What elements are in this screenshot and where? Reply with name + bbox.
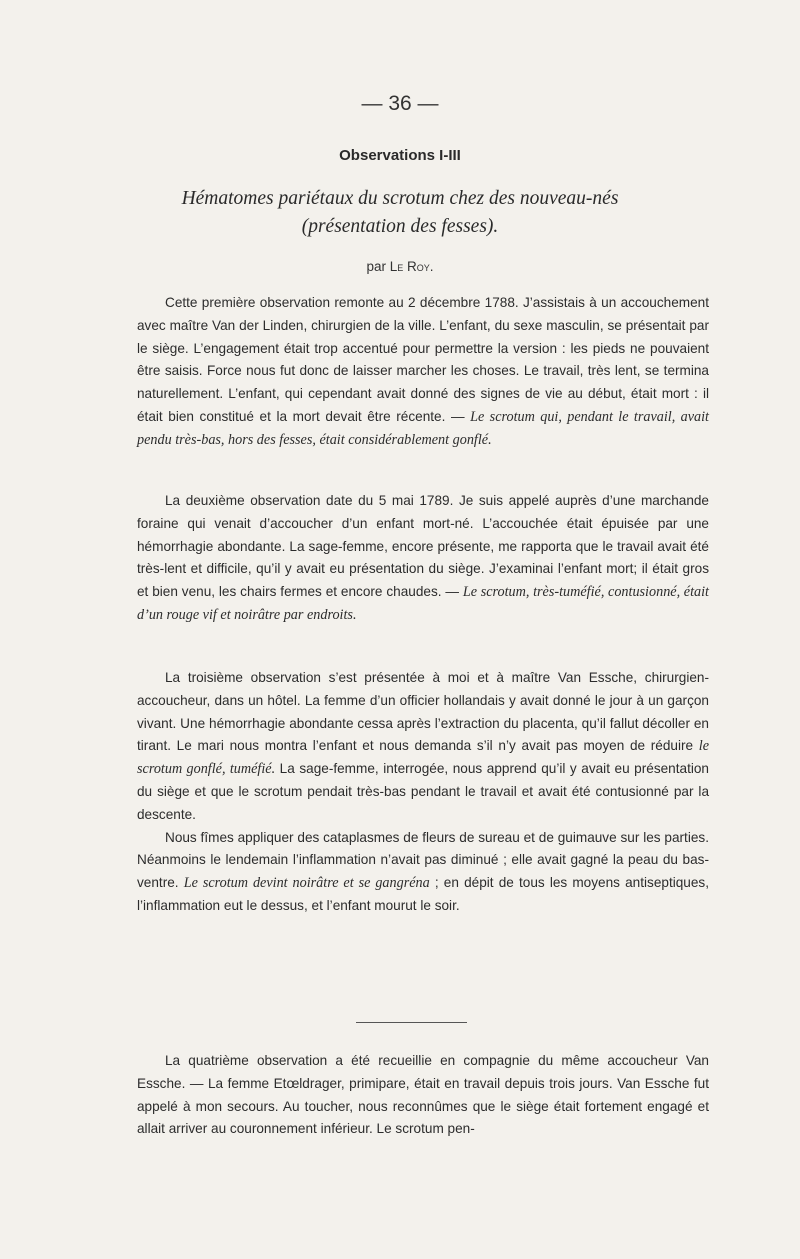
byline [0, 259, 800, 274]
byline-author: Le Roy. [389, 259, 434, 274]
observation-1 [137, 292, 709, 452]
divider-3 [356, 1022, 467, 1023]
observation-4-paragraph [137, 1050, 709, 1141]
observation-4-text: La quatrième observation a été recueillie en compagnie du même accoucheur Van Essche. — La femme Etœldrager, primipare, était en travail depuis trois jours. Van Essche fut appelé à mon secours. Au toucher, nous reconnûmes que le siège était fortement engagé et allait arriver au couronnement inférieur. Le scrotum pen- [137, 1053, 709, 1137]
observation-3-paragraph-2 [137, 827, 709, 918]
article-title-line-2: (présentation des fesses). [301, 216, 499, 237]
observation-2-italic: Le scrotum, très-tuméfié, contusionné, était d’un rouge vif et noirâtre par endroits. [137, 584, 709, 623]
article-title [0, 185, 800, 241]
observation-1-text: Cette première observation remonte au 2 décembre 1788. J’assistais à un accouchement avec maître Van der Linden, chirurgien de la ville. L’enfant, du sexe masculin, se présentait par le siège. L’engagement était trop accentué pour permettre la version : les pieds ne pouvaient être saisis. Force nous fut donc de laisser marcher les choses. Le travail, très lent, se termina naturellement. L’enfant, qui cependant avait donné des signes de vie au début, était mort : il était bien constitué et la mort devait être récente. — [137, 295, 709, 424]
observation-2-text: La deuxième observation date du 5 mai 1789. Je suis appelé auprès d’une marchande foraine qui venait d’accoucher d’un enfant mort-né. L’accouchée était épuisée par une hémorrhagie abondante. La sage-femme, encore présente, me rapporta que le travail avait été très-lent et difficile, qu’il y avait eu présentation du siège. J’examinai l’enfant mort; il était gros et bien venu, les chairs fermes et encore chaudes. — [137, 493, 709, 600]
observation-2 [137, 490, 709, 627]
byline-prefix: par [366, 259, 390, 274]
observation-3-italic: le scrotum gonflé, tuméfié. [137, 738, 709, 778]
section-title: Observations I-III [339, 147, 461, 164]
article-title-line-1: Hématomes pariétaux du scrotum chez des nouveau-nés [181, 188, 619, 209]
observation-3-para2-italic: Le scrotum devint noirâtre et se gangréna [183, 875, 430, 892]
page-number: — 36 — [361, 92, 439, 115]
observation-1-italic: Le scrotum qui, pendant le travail, avait pendu très-bas, hors des fesses, était considérablement gonflé. [137, 408, 709, 448]
observation-3-text-after: La sage-femme, interrogée, nous apprend qu’il y avait eu présentation du siège et que le scrotum pendait très-bas pendant le travail et avait été contusionné par la descente. [137, 761, 709, 822]
observation-2-paragraph [137, 490, 709, 627]
observation-3-para2-before: Nous fîmes appliquer des cataplasmes de fleurs de sureau et de guimauve sur les parties. Néanmoins le lendemain l’inflammation n’avait pas diminué ; elle avait gagné la peau du bas-ventre. [137, 829, 709, 891]
observation-3-paragraph-1 [137, 667, 709, 827]
observation-3 [137, 667, 709, 918]
observation-3-text: La troisième observation s’est présentée à moi et à maître Van Essche, chirurgien-accoucheur, dans un hôtel. La femme d’un officier hollandais y avait donné le jour à un garçon vivant. Une hémorrhagie abondante cessa après l’extraction du placenta, qu’il fallut décoller en tirant. Le mari nous montra l’enfant et nous demanda s’il n’y avait pas moyen de réduire [137, 670, 709, 754]
observation-3-para2-after: ; en dépit de tous les moyens antiseptiques, l’inflammation eut le dessus, et l’enfant mourut le soir. [137, 875, 709, 913]
observation-4 [137, 1050, 709, 1141]
observation-1-paragraph [137, 292, 709, 452]
